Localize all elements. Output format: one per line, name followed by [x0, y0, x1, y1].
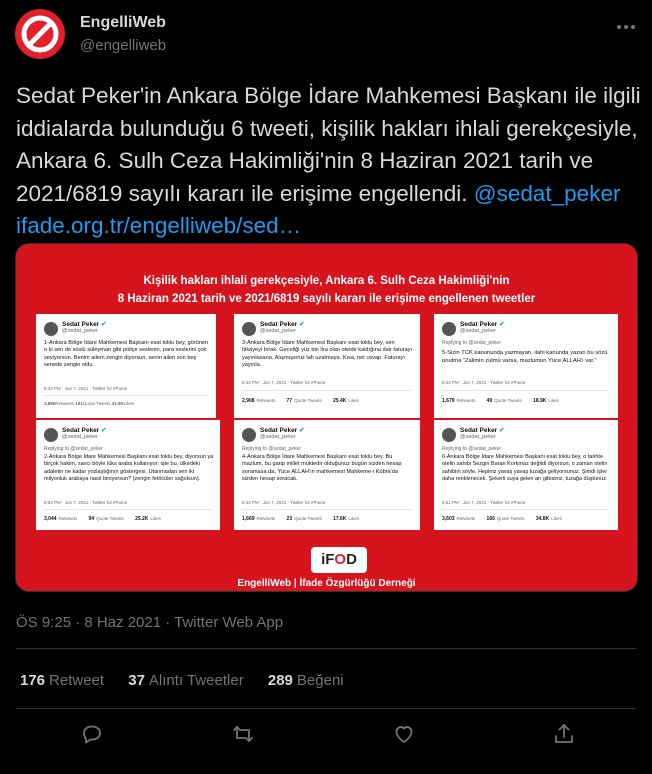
media-image[interactable]: [15, 243, 638, 592]
no-entry-icon: [15, 9, 65, 59]
card-avatar: [442, 322, 456, 336]
card-divider: [442, 390, 610, 391]
card-stats: 3,044 Retweets 94 Quote Tweets 25.2K Likes: [44, 516, 161, 522]
card-name: Sedat Peker: [460, 427, 498, 434]
embedded-tweet-card: [36, 314, 216, 394]
card-text: 4-Ankara Bölge İdare Mahkemesi Başkanı esat toklu bey, Bu mazlum, bu garip millet muktedir olduğunuz bugün sizden hesap soramasa da, Yüce ALLAH'ın mahkemesi Mahkeme-i Kübra'da sizden hesap soracak.: [242, 454, 402, 483]
card-meta: 8:33 PM · Jun 7, 2021 · Twitter for iPhone: [44, 386, 128, 391]
card-text: 5-Sizin TCK kanununda yazmayan, ilahi kanunda yazan bu sözü unutma "Zalimin zulmü varsa, mazlumun Yüce ALLAH'ı var.": [442, 350, 608, 364]
logo-part-a: iF: [321, 551, 335, 568]
card-reply: Replying to @sedat_peker: [442, 340, 501, 346]
logo-part-c: D: [346, 551, 357, 568]
tweet-timestamp[interactable]: ÖS 9:25 · 8 Haz 2021 · Twitter Web App: [16, 614, 284, 631]
card-stats: 3,603 Retweets 166 Quote Tweets 34.8K Likes: [442, 516, 562, 522]
verified-icon: ✔: [101, 427, 107, 434]
card-text: 6-Ankara Bölge İdare Mahkemesi Başkanı esat toklu bey, o tarihte otelin sahibi Sezgin Baran Korkmaz değildi diyorsun, o zaman otelin sahibini söyle. Hepiniz yavaş yavaş tuzağa geliyorsunuz. Şimdi işler daha renklenecek. Şekerli suya gelen arı gibisiniz, tuzağa düştünüz.: [442, 454, 608, 482]
card-divider: [242, 390, 412, 391]
card-name: Sedat Peker: [260, 321, 298, 328]
card-name: Sedat Peker: [260, 427, 298, 434]
verified-icon: ✔: [101, 321, 107, 328]
verified-icon: ✔: [499, 321, 505, 328]
card-avatar: [442, 428, 456, 442]
card-avatar: [242, 428, 256, 442]
author-handle[interactable]: @engelliweb: [80, 37, 167, 54]
card-text: 1-Ankara Bölge İdare Mahkemesi Başkanı esat toklu bey, görünen o ki sen de süslü süleyman gibi poliçe seslerini, para seslerini çok seviyorsun. Benim ailem zengin diyorsun, senin ailen son beş senede zengin oldu.: [44, 340, 209, 369]
quotes-stat[interactable]: 37 Alıntı Tweetler: [128, 672, 244, 689]
url-link[interactable]: ifade.org.tr/engelliweb/sed…: [16, 213, 302, 238]
card-divider: [242, 509, 412, 510]
logo-part-b: O: [334, 551, 347, 568]
card-handle: @sedat_peker: [62, 434, 98, 440]
ifod-logo: [311, 547, 367, 573]
retweet-icon[interactable]: [231, 722, 259, 750]
author-name[interactable]: EngelliWeb: [80, 14, 166, 31]
card-meta: 8:51 PM · Jun 7, 2021 · Twitter for iPhone: [442, 500, 526, 505]
more-icon[interactable]: [616, 14, 636, 35]
card-stats: 1,679 Retweets 49 Quote Tweets 18.9K Likes: [442, 398, 559, 404]
card-name: Sedat Peker: [62, 427, 100, 434]
card-stats: 2,908 Retweets 77 Quote Tweets 25.4K Likes: [242, 398, 359, 404]
verified-icon: ✔: [499, 427, 505, 434]
share-icon[interactable]: [552, 722, 580, 750]
card-divider: [44, 395, 208, 396]
card-meta: 8:43 PM · Jun 7, 2021 · Twitter for iPhone: [242, 500, 326, 505]
media-title-line1: Kişilik hakları ihlali gerekçesiyle, Ankara 6. Sulh Ceza Hakimliği'nin: [143, 275, 510, 287]
card-avatar: [242, 322, 256, 336]
action-bar: [0, 722, 652, 752]
card-handle: @sedat_peker: [62, 328, 98, 334]
card-text: 3-Ankara Bölge İdare Mahkemesi Başkanı esat toklu bey, sen hikayeyi bırak. Geceliği yüz bin lira olan otelde kaldığına dair faturayı yayınlasana. Alışmışsınız lafı uzatmaya. Kısa, net cevap. Faturayı yayınla.: [242, 340, 413, 369]
card-name: Sedat Peker: [460, 321, 498, 328]
card-divider: [44, 509, 212, 510]
likes-stat[interactable]: 289 Beğeni: [267, 672, 344, 689]
card-reply: Replying to @sedat_peker: [442, 446, 501, 452]
card-meta: 8:43 PM · Jun 7, 2021 · Twitter for iPhone: [242, 380, 326, 385]
embedded-tweet-card: [434, 420, 618, 530]
reply-icon[interactable]: [80, 722, 108, 750]
card-footer: [36, 384, 216, 418]
card-name: Sedat Peker: [62, 321, 100, 328]
card-stats: 1,669 Retweets 23 Quote Tweets 17.6K Likes: [242, 516, 359, 522]
tweet-stats: [20, 672, 364, 689]
mention-link[interactable]: @sedat_peker: [473, 180, 621, 206]
divider: [16, 648, 636, 649]
card-avatar: [44, 428, 58, 442]
embedded-tweet-card: [234, 314, 420, 418]
media-footer: EngelliWeb | İfade Özgürlüğü Derneği: [237, 578, 416, 589]
retweets-stat[interactable]: 176 Retweet: [20, 672, 105, 689]
card-handle: @sedat_peker: [460, 434, 496, 440]
heart-icon[interactable]: [392, 722, 420, 750]
card-meta: 8:43 PM · Jun 7, 2021 · Twitter for iPhone: [442, 380, 526, 385]
card-meta: 8:53 PM · Jun 7, 2021 · Twitter for iPhone: [44, 500, 128, 505]
card-stats: 3,896Retweets 101Quote Tweets 31.9KLikes: [44, 401, 135, 406]
card-reply: Replying to @sedat_peker: [44, 446, 103, 452]
embedded-tweet-card: [434, 314, 618, 418]
tweet-body: Sedat Peker'in Ankara Bölge İdare Mahkemesi Başkanı ile ilgili iddialarda bulunduğu 6 tweeti, kişilik hakları ihlali gerekçesiyle, Ankara 6. Sulh Ceza Hakimliği'nin 8 Haziran 2021 tarih ve 2021/6819 sayılı kararı ile erişime engellendi.: [16, 83, 641, 206]
card-text: 2-Ankara Bölge İdare Mahkemesi Başkanı esat toklu bey, diyorsun ya birçok hakim, savcı böyle lüks araba kullanıyor; işte bu, ülkedeki adaletin ne kadar yozlaştığının göstergesi. Utanmadan sen iki milyonluk arabaya nasıl biniyorsun? (zengin fetöcüler sağolsun).: [44, 454, 214, 482]
embedded-tweet-card: [234, 420, 420, 530]
divider: [16, 708, 636, 709]
card-avatar: [44, 322, 58, 336]
card-handle: @sedat_peker: [260, 328, 296, 334]
card-reply: Replying to @sedat_peker: [242, 446, 301, 452]
card-divider: [442, 509, 610, 510]
tweet-text: [16, 80, 642, 243]
avatar[interactable]: [15, 9, 65, 59]
verified-icon: ✔: [299, 321, 305, 328]
card-handle: @sedat_peker: [260, 434, 296, 440]
card-handle: @sedat_peker: [460, 328, 496, 334]
media-title-line2: 8 Haziran 2021 tarih ve 2021/6819 sayılı kararı ile erişime engellenen tweetler: [117, 293, 536, 305]
media-title: [16, 272, 637, 308]
verified-icon: ✔: [299, 427, 305, 434]
embedded-tweet-card: [36, 420, 220, 530]
